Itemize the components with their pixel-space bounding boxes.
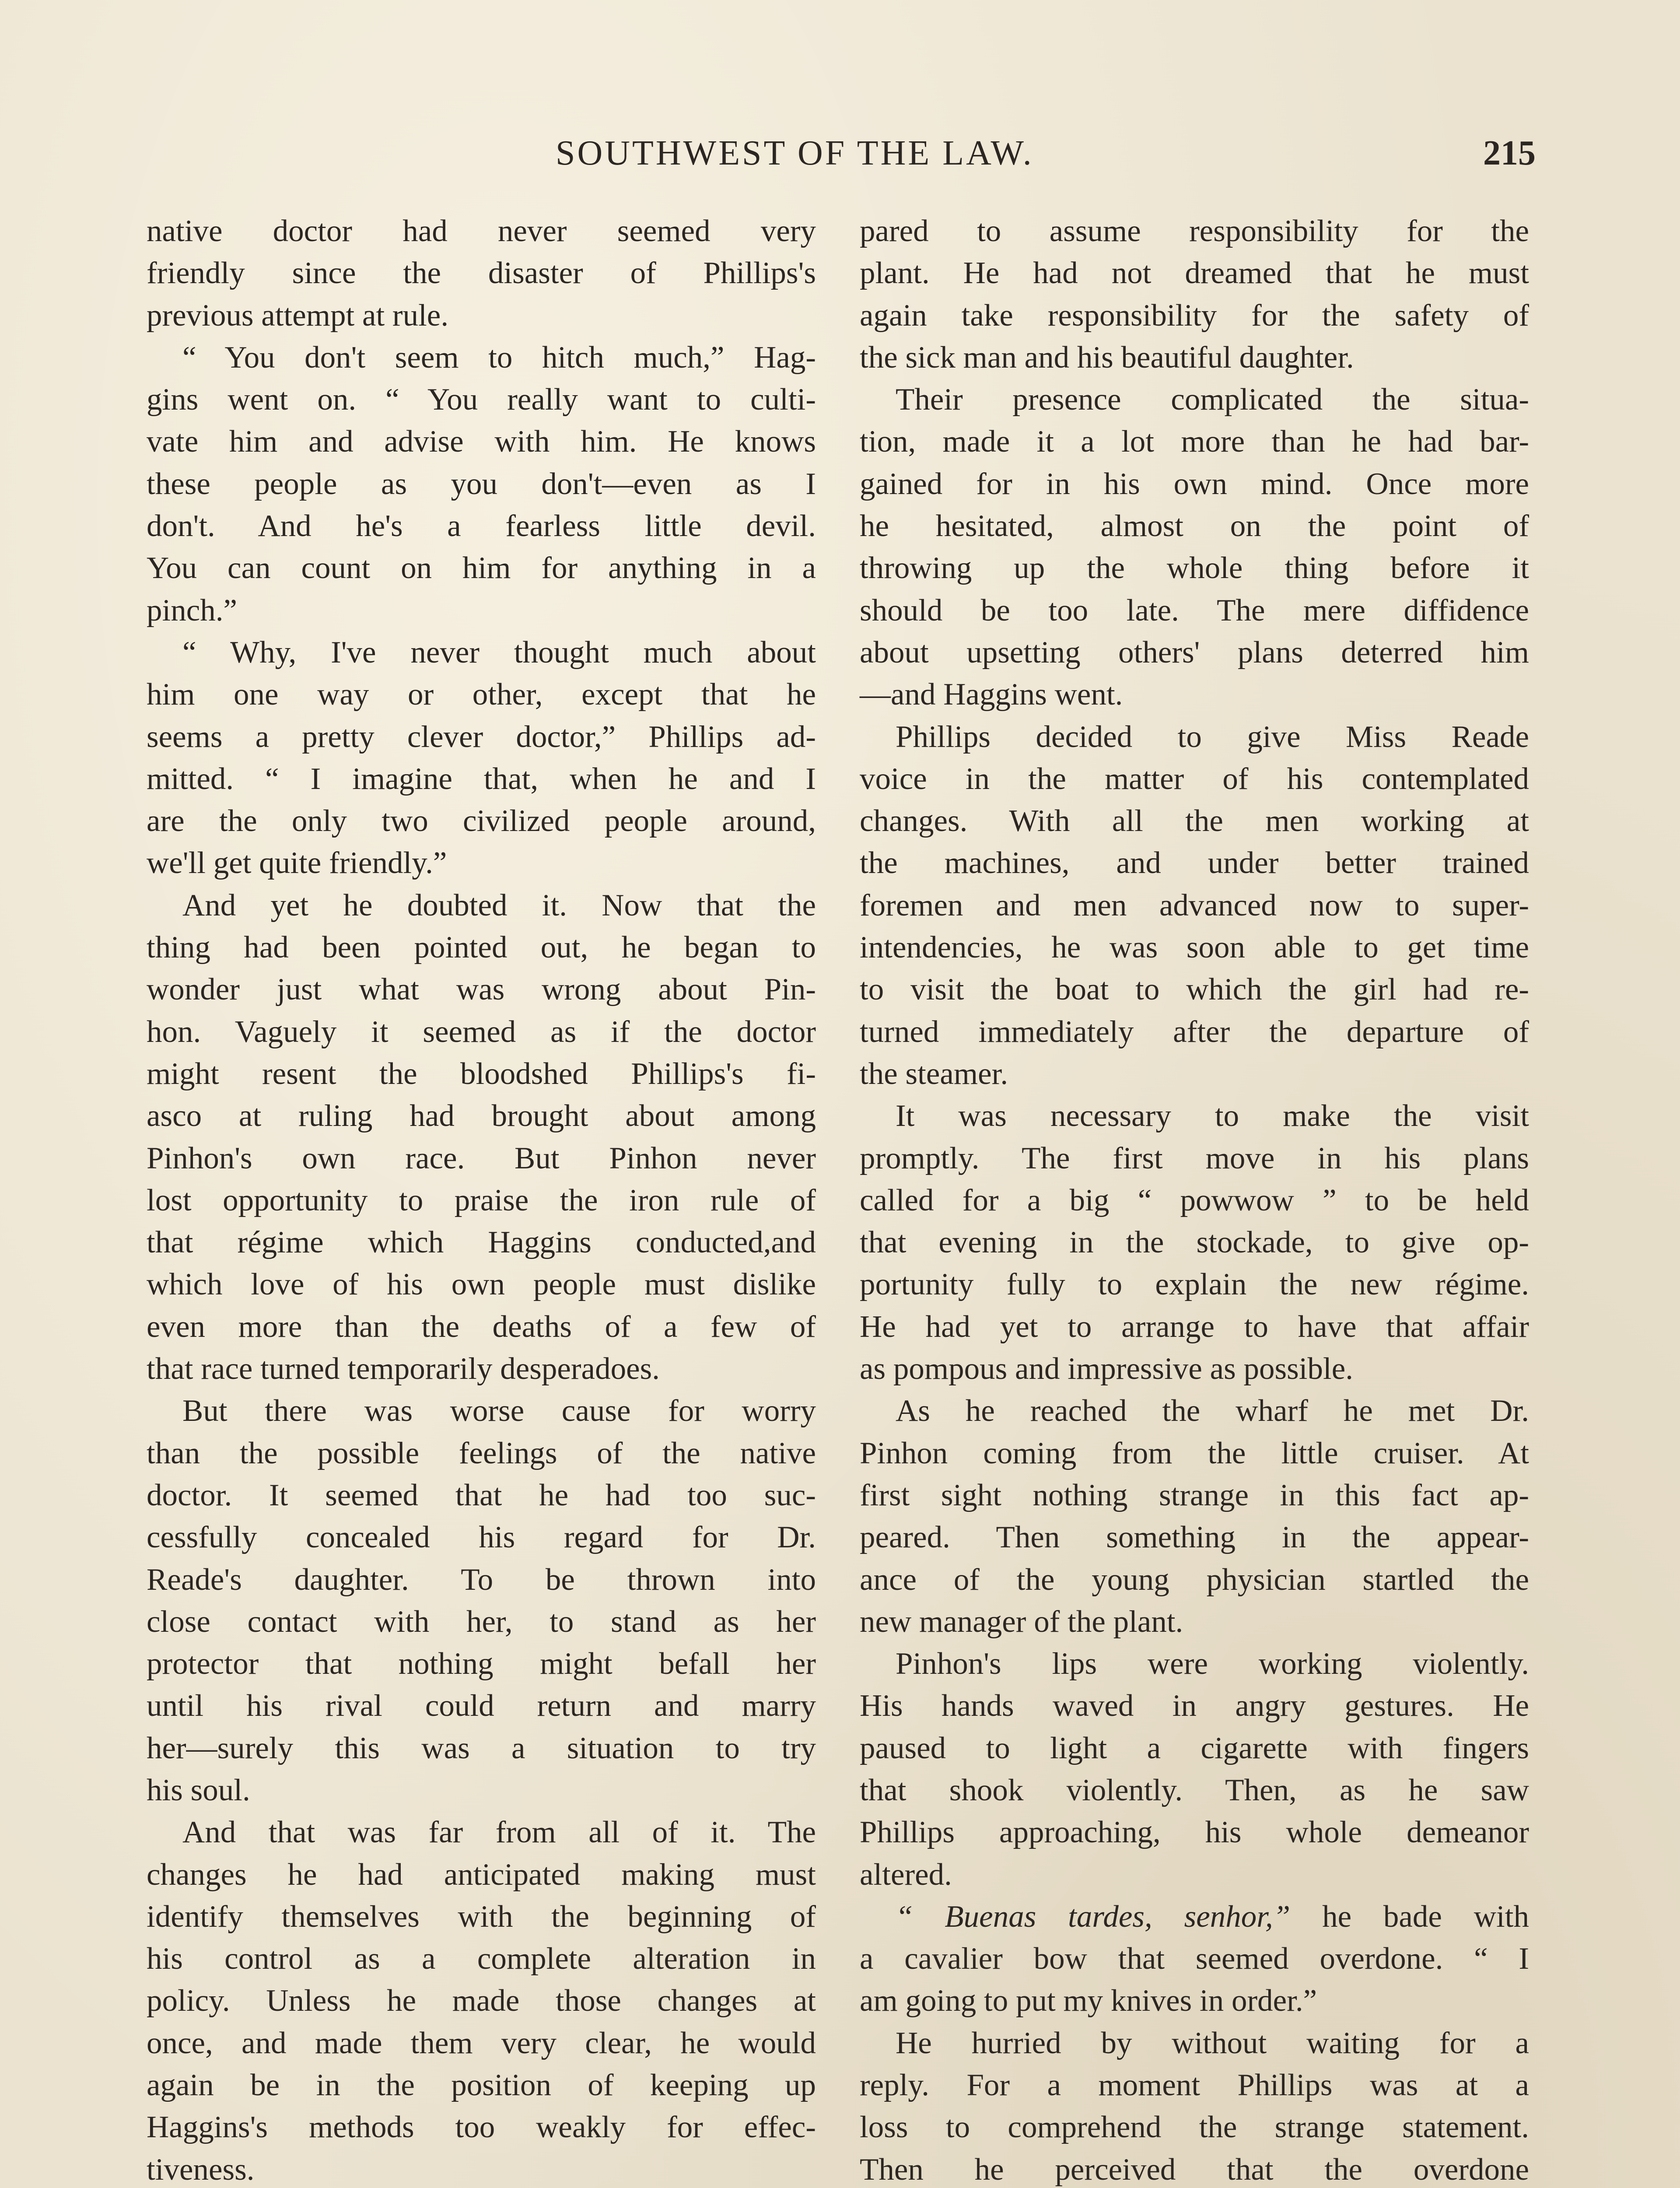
- text-line: loss to comprehend the strange statement.: [860, 2110, 1529, 2145]
- text-line: [860, 1896, 1529, 1938]
- text-line: cessfully concealed his regard for Dr.: [147, 1520, 816, 1555]
- text-line: doctor. It seemed that he had too suc-: [147, 1478, 816, 1512]
- text-line: lost opportunity to praise the iron rule of: [147, 1183, 816, 1217]
- text-line: plant. He had not dreamed that he must: [860, 256, 1529, 291]
- text-line: pinch.”: [147, 593, 238, 628]
- text-line: pared to assume responsibility for the: [860, 214, 1529, 248]
- text-line: than the possible feelings of the native: [147, 1436, 816, 1470]
- italic-phrase: “ Buenas tardes, senhor,”: [896, 1899, 1291, 1934]
- text-line: are the only two civilized people around,: [147, 804, 816, 838]
- text-line: altered.: [860, 1857, 952, 1892]
- text-line: called for a big “ powwow ” to be held: [860, 1183, 1529, 1217]
- text-line: friendly since the disaster of Phillips's: [147, 256, 816, 291]
- text-line: again be in the position of keeping up: [147, 2068, 816, 2103]
- text-line: we'll get quite friendly.”: [147, 846, 447, 880]
- text-line: Pinhon's lips were working violently.: [896, 1647, 1529, 1681]
- text-line: portunity fully to explain the new régime.: [860, 1267, 1529, 1302]
- text-line: paused to light a cigarette with fingers: [860, 1731, 1529, 1765]
- text-line: changes he had anticipated making must: [147, 1857, 816, 1892]
- text-line: “ You don't seem to hitch much,” Hag-: [182, 340, 816, 375]
- text-line: again take responsibility for the safety of: [860, 298, 1529, 333]
- text-line: his soul.: [147, 1773, 250, 1807]
- text-line: voice in the matter of his contemplated: [860, 761, 1529, 796]
- text-line: thing had been pointed out, he began to: [147, 930, 816, 965]
- text-line: previous attempt at rule.: [147, 298, 449, 333]
- text-line: changes. With all the men working at: [860, 804, 1529, 838]
- text-line: her—surely this was a situation to try: [147, 1731, 816, 1765]
- text-line: seems a pretty clever doctor,” Phillips ad-: [147, 719, 816, 754]
- text-line: Phillips approaching, his whole demeanor: [860, 1815, 1529, 1850]
- text-line: Reade's daughter. To be thrown into: [147, 1562, 816, 1597]
- text-line: a cavalier bow that seemed overdone. “ I: [860, 1942, 1529, 1976]
- text-line: foremen and men advanced now to super-: [860, 888, 1529, 922]
- text-line: intendencies, he was soon able to get time: [860, 930, 1529, 965]
- text-line: to visit the boat to which the girl had re-: [860, 972, 1529, 1007]
- text-line: gins went on. “ You really want to culti-: [147, 382, 816, 417]
- text-line: hon. Vaguely it seemed as if the doctor: [147, 1014, 816, 1049]
- text-line: these people as you don't—even as I: [147, 466, 816, 501]
- text-line: as pompous and impressive as possible.: [860, 1352, 1353, 1386]
- text-line: And yet he doubted it. Now that the: [182, 888, 816, 922]
- text-line: —and Haggins went.: [860, 677, 1123, 712]
- text-line: Their presence complicated the situa-: [896, 382, 1529, 417]
- text-line: mitted. “ I imagine that, when he and I: [147, 761, 816, 796]
- text-line: His hands waved in angry gestures. He: [860, 1689, 1529, 1723]
- text-line: until his rival could return and marry: [147, 1689, 816, 1723]
- text-line: tion, made it a lot more than he had bar-: [860, 424, 1529, 459]
- text-line: peared. Then something in the appear-: [860, 1520, 1529, 1555]
- text-line: Pinhon coming from the little cruiser. At: [860, 1436, 1529, 1470]
- text-line: gained for in his own mind. Once more: [860, 466, 1529, 501]
- text-line: tiveness.: [147, 2152, 255, 2187]
- text-line: first sight nothing strange in this fact ap-: [860, 1478, 1529, 1512]
- text-line: he hesitated, almost on the point of: [860, 509, 1529, 543]
- text-line: native doctor had never seemed very: [147, 214, 816, 248]
- line-text: he bade with: [1290, 1899, 1529, 1934]
- text-line: Then he perceived that the overdone: [860, 2152, 1529, 2187]
- text-line: close contact with her, to stand as her: [147, 1604, 816, 1639]
- text-line: But there was worse cause for worry: [182, 1394, 816, 1428]
- page-number: 215: [1483, 134, 1536, 172]
- text-line: promptly. The first move in his plans: [860, 1141, 1529, 1175]
- text-line: the machines, and under better trained: [860, 846, 1529, 880]
- text-line: You can count on him for anything in a: [147, 551, 816, 586]
- text-line: about upsetting others' plans deterred him: [860, 635, 1529, 670]
- text-line: turned immediately after the departure of: [860, 1014, 1529, 1049]
- text-line: the sick man and his beautiful daughter.: [860, 340, 1354, 375]
- text-line: He had yet to arrange to have that affair: [860, 1309, 1529, 1344]
- text-line: that race turned temporarily desperadoes.: [147, 1352, 660, 1386]
- text-line: am going to put my knives in order.”: [860, 1984, 1317, 2018]
- text-line: It was necessary to make the visit: [896, 1099, 1529, 1133]
- text-line: identify themselves with the beginning of: [147, 1899, 816, 1934]
- text-line: throwing up the whole thing before it: [860, 551, 1529, 586]
- text-line: As he reached the wharf he met Dr.: [896, 1394, 1529, 1428]
- text-line: new manager of the plant.: [860, 1604, 1183, 1639]
- text-line: which love of his own people must dislike: [147, 1267, 816, 1302]
- running-head: SOUTHWEST OF THE LAW.: [556, 134, 1034, 172]
- text-line: policy. Unless he made those changes at: [147, 1984, 816, 2018]
- text-line: his control as a complete alteration in: [147, 1942, 816, 1976]
- text-line: “ Why, I've never thought much about: [182, 635, 816, 670]
- text-line: once, and made them very clear, he would: [147, 2026, 816, 2060]
- text-line: that evening in the stockade, to give op-: [860, 1225, 1529, 1260]
- text-line: And that was far from all of it. The: [182, 1815, 816, 1850]
- right-column: [860, 210, 1529, 2188]
- text-line: the steamer.: [860, 1056, 1008, 1091]
- text-line: wonder just what was wrong about Pin-: [147, 972, 816, 1007]
- text-line: Pinhon's own race. But Pinhon never: [147, 1141, 816, 1175]
- text-line: reply. For a moment Phillips was at a: [860, 2068, 1529, 2103]
- text-line: He hurried by without waiting for a: [896, 2026, 1529, 2060]
- text-line: that régime which Haggins conducted,and: [147, 1225, 816, 1260]
- text-line: might resent the bloodshed Phillips's fi-: [147, 1056, 816, 1091]
- text-line: that shook violently. Then, as he saw: [860, 1773, 1529, 1807]
- text-line: protector that nothing might befall her: [147, 1647, 816, 1681]
- text-line: him one way or other, except that he: [147, 677, 816, 712]
- left-column: [147, 210, 816, 2188]
- text-line: even more than the deaths of a few of: [147, 1309, 816, 1344]
- text-line: should be too late. The mere diffidence: [860, 593, 1529, 628]
- text-line: vate him and advise with him. He knows: [147, 424, 816, 459]
- text-line: asco at ruling had brought about among: [147, 1099, 816, 1133]
- text-line: Haggins's methods too weakly for effec-: [147, 2110, 816, 2145]
- text-line: don't. And he's a fearless little devil.: [147, 509, 816, 543]
- text-line: Phillips decided to give Miss Reade: [896, 719, 1529, 754]
- text-line: ance of the young physician startled the: [860, 1562, 1529, 1597]
